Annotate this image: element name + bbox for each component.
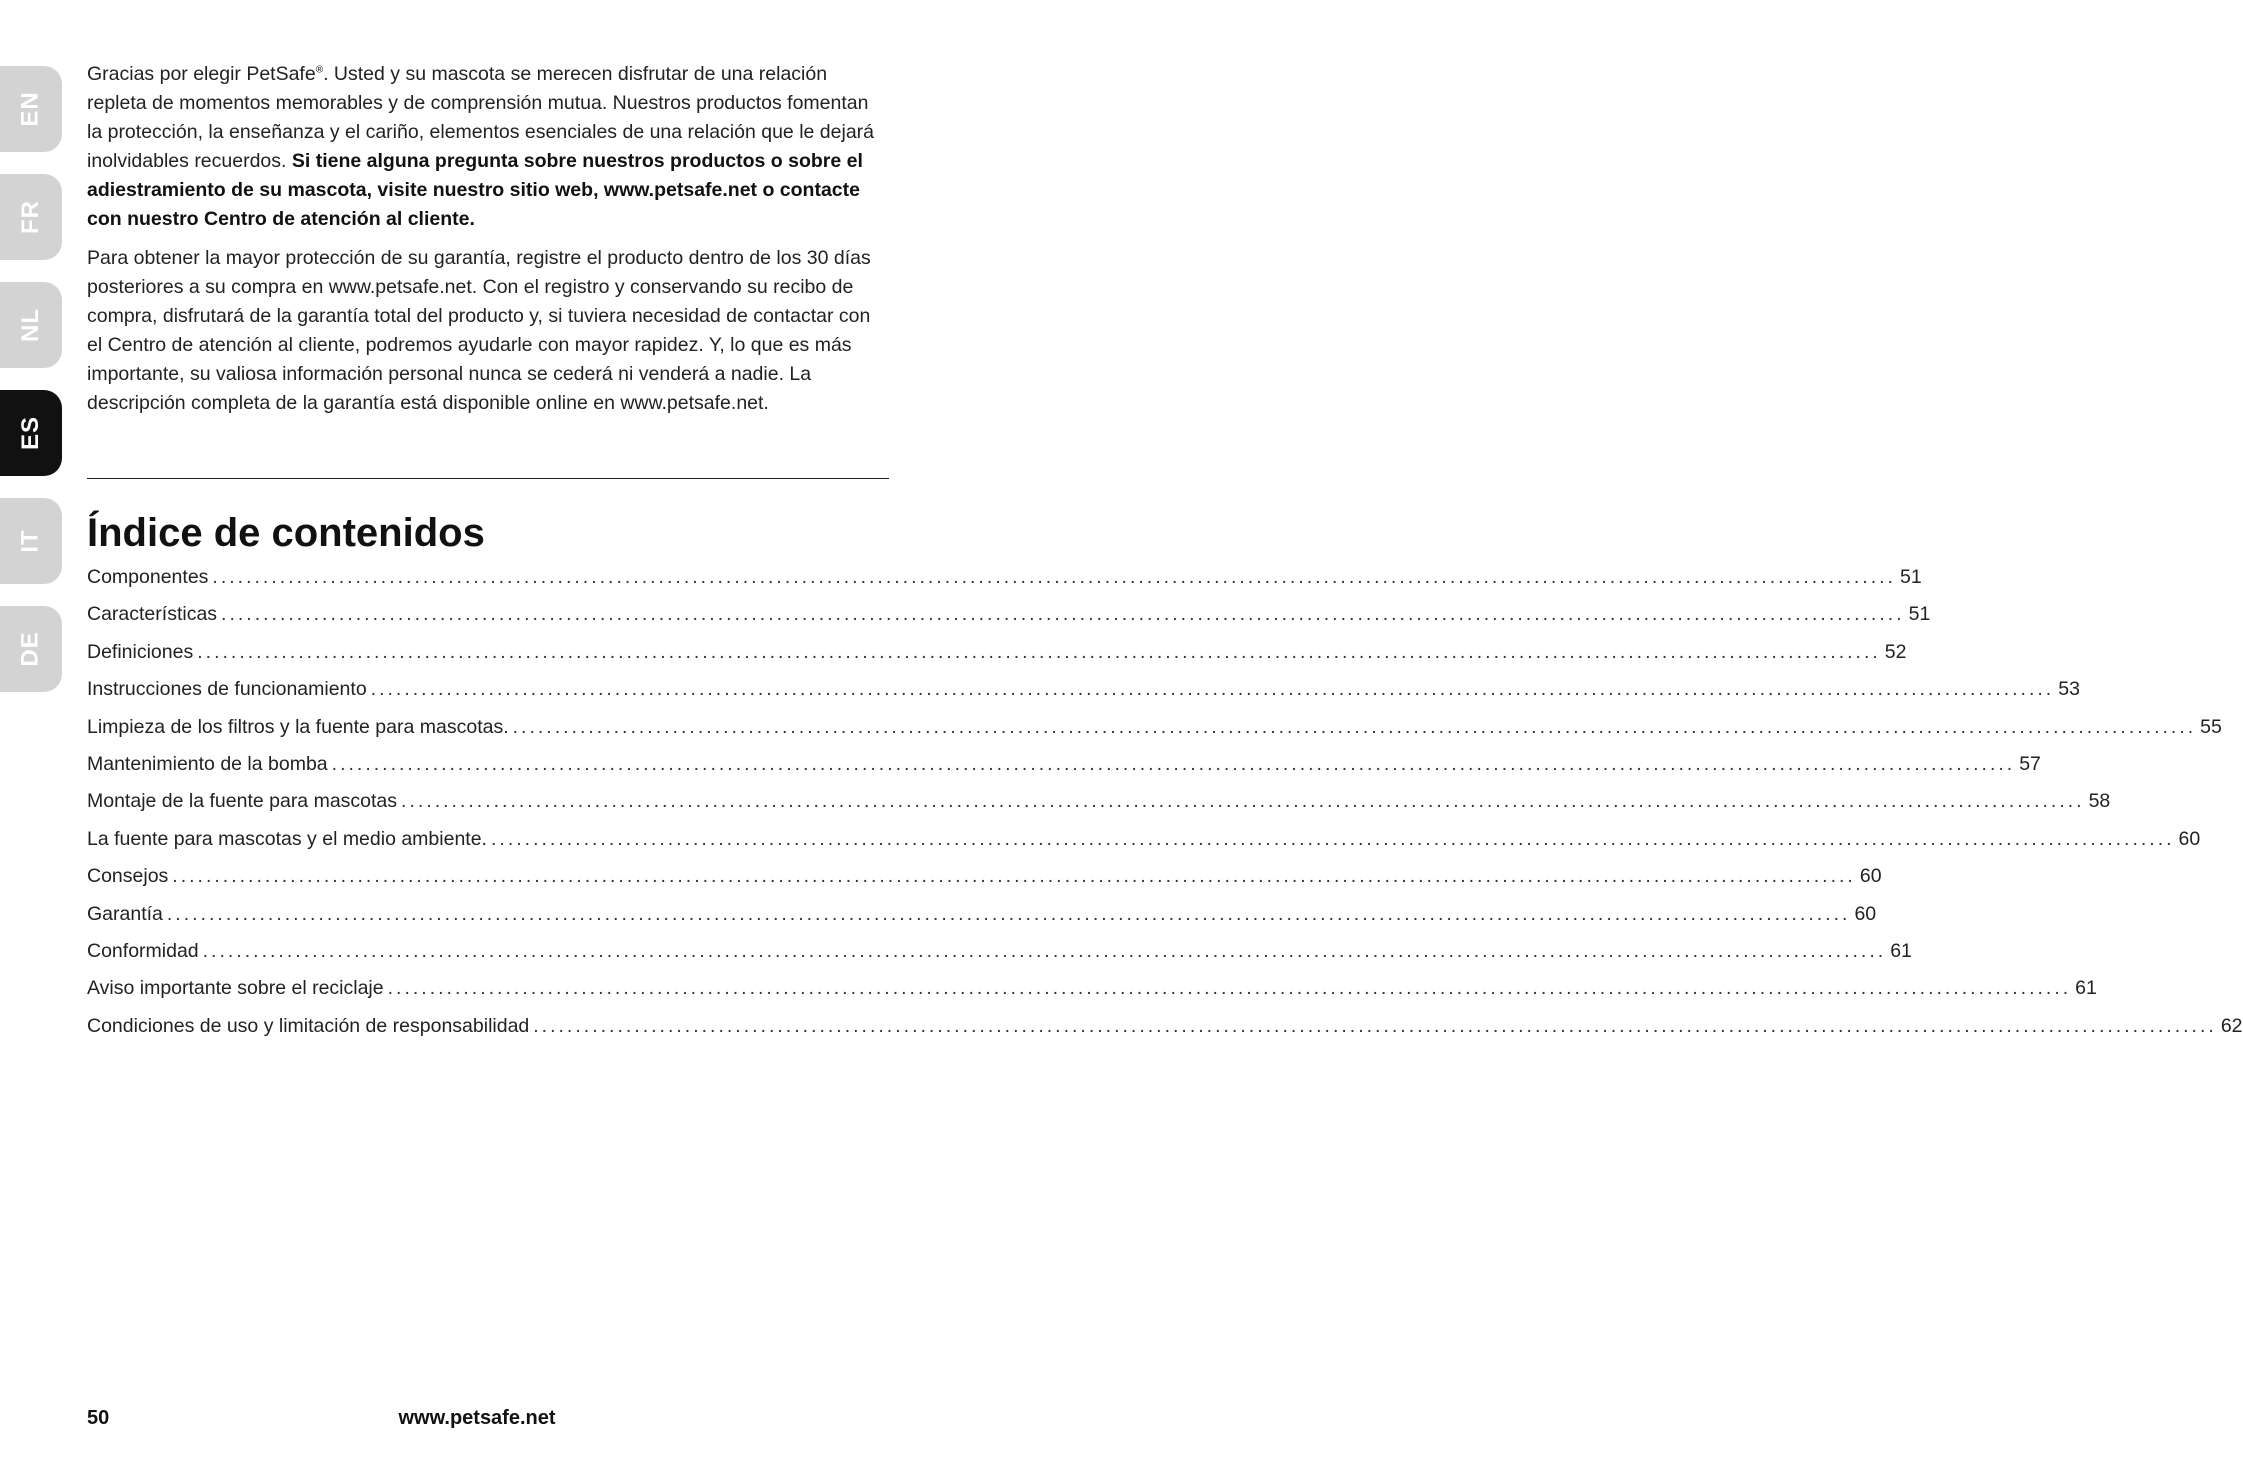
- tab-de[interactable]: [0, 606, 62, 692]
- toc-entry-label: Componentes: [87, 566, 209, 588]
- toc-entry-label: Montaje de la fuente para mascotas: [87, 790, 398, 813]
- toc-entry-page: 60: [1854, 902, 1877, 925]
- toc-entry[interactable]: [87, 637, 1907, 674]
- toc-leader-dots: ........................................................................................................................................................................................................: [221, 603, 1905, 626]
- toc-entry-page: 60: [1859, 865, 1882, 888]
- toc-entry-label: Aviso importante sobre el reciclaje: [87, 977, 384, 1000]
- intro-section: [87, 60, 889, 428]
- toc-entry-page: 52: [1884, 640, 1907, 663]
- intro-paragraph-1: [87, 60, 889, 234]
- toc-entry[interactable]: [87, 749, 2041, 786]
- toc-leader-dots: ........................................................................................................................................................................................................: [512, 715, 2197, 738]
- toc-entry[interactable]: [87, 674, 2080, 711]
- intro-paragraph-2: Para obtener la mayor protección de su garantía, registre el producto dentro de los 30 días posteriores a su compra en www.petsafe.net. Con el registro y conservando su recibo de compra, disfrutará de la garantía total del producto y, si tuviera necesidad de contactar con el Centro de atención al cliente, podremos ayudarle con mayor rapidez. Y, lo que es más importante, su valiosa información personal nunca se cederá ni venderá a nadie. La descripción completa de la garantía está disponible online en www.petsafe.net.: [87, 247, 871, 414]
- toc-list: [87, 562, 2243, 1048]
- toc-entry[interactable]: [87, 712, 2222, 749]
- tab-nl[interactable]: [0, 282, 62, 368]
- toc-entry-page: 53: [2058, 678, 2080, 701]
- toc-entry-page: 60: [2178, 827, 2201, 850]
- toc-entry-page: 61: [2075, 977, 2097, 1000]
- toc-entry[interactable]: [87, 936, 1912, 973]
- toc-entry[interactable]: [87, 973, 2097, 1010]
- toc-entry-page: 51: [1908, 603, 1931, 626]
- footer-url[interactable]: www.petsafe.net: [398, 1407, 556, 1429]
- tab-en[interactable]: [0, 66, 62, 152]
- toc-entry-label: Garantía: [87, 902, 163, 925]
- tab-es-label: ES: [16, 415, 44, 451]
- intro-p1-text: . Usted y su mascota se merecen disfrutar de una relación repleta de momentos memorables y de comprensión mutua. Nuestros productos fomentan la protección, la enseñanza y el cariño, elementos esenciales de una relación que le dejará inolvidables recuerdos.: [87, 63, 874, 172]
- tab-en-label: EN: [17, 91, 44, 127]
- tab-nl-label: NL: [17, 308, 44, 342]
- page-footer: [0, 1407, 954, 1437]
- toc-leader-dots: ........................................................................................................................................................................................................: [331, 752, 2016, 775]
- toc-entry[interactable]: [87, 599, 1931, 636]
- registered-mark: ®: [315, 64, 324, 76]
- intro-p1-bold: Si tiene alguna pregunta sobre nuestros productos o sobre el adiestramiento de su mascota, visite nuestro sitio web, www.petsafe.net o contacte con nuestro Centro de atención al cliente.: [87, 150, 863, 230]
- intro-p1-start: Gracias por elegir PetSafe: [87, 63, 316, 85]
- toc-entry-page: 61: [1890, 939, 1912, 962]
- section-divider: [87, 478, 889, 479]
- toc-entry-page: 58: [2088, 790, 2111, 813]
- toc-leader-dots: ........................................................................................................................................................................................................: [212, 566, 1896, 588]
- toc-entry-label: Instrucciones de funcionamiento: [87, 678, 367, 701]
- toc-entry[interactable]: [87, 1011, 2243, 1048]
- toc-entry-label: Limpieza de los filtros y la fuente para mascotas.: [87, 715, 509, 738]
- language-tabs: [0, 0, 70, 1475]
- toc-leader-dots: ........................................................................................................................................................................................................: [370, 678, 2055, 701]
- toc-entry-label: Consejos: [87, 865, 169, 888]
- toc-entry-page: 57: [2019, 752, 2041, 775]
- toc-leader-dots: ........................................................................................................................................................................................................: [490, 827, 2175, 850]
- toc-leader-dots: ........................................................................................................................................................................................................: [172, 865, 1856, 888]
- toc-entry[interactable]: [87, 861, 1882, 898]
- toc-leader-dots: ........................................................................................................................................................................................................: [202, 939, 1887, 962]
- tab-fr-label: FR: [17, 200, 44, 234]
- toc-entry[interactable]: [87, 786, 2111, 823]
- toc-title: Índice de contenidos: [87, 511, 485, 555]
- toc-entry-label: Conformidad: [87, 939, 199, 962]
- toc-leader-dots: ........................................................................................................................................................................................................: [387, 977, 2072, 1000]
- toc-leader-dots: ........................................................................................................................................................................................................: [166, 902, 1851, 925]
- toc-leader-dots: ........................................................................................................................................................................................................: [401, 790, 2085, 813]
- toc-entry[interactable]: [87, 562, 1922, 599]
- toc-entry-page: 55: [2200, 715, 2222, 738]
- toc-entry[interactable]: [87, 824, 2201, 861]
- toc-entry[interactable]: [87, 899, 1877, 936]
- toc-leader-dots: ........................................................................................................................................................................................................: [533, 1014, 2217, 1037]
- tab-de-label: DE: [17, 631, 44, 667]
- tab-fr[interactable]: [0, 174, 62, 260]
- toc-entry-page: 51: [1899, 566, 1922, 588]
- toc-entry-label: Mantenimiento de la bomba: [87, 752, 328, 775]
- toc-entry-label: Condiciones de uso y limitación de responsabilidad: [87, 1014, 530, 1037]
- tab-es[interactable]: [0, 390, 62, 476]
- toc-entry-label: Definiciones: [87, 640, 194, 663]
- toc-entry-label: La fuente para mascotas y el medio ambiente.: [87, 827, 487, 850]
- page-number: 50: [87, 1407, 110, 1429]
- toc-entry-label: Características: [87, 603, 218, 626]
- toc-entry-page: 62: [2220, 1014, 2243, 1037]
- tab-it-label: IT: [16, 529, 44, 553]
- toc-leader-dots: ........................................................................................................................................................................................................: [197, 640, 1881, 663]
- tab-it[interactable]: [0, 498, 62, 584]
